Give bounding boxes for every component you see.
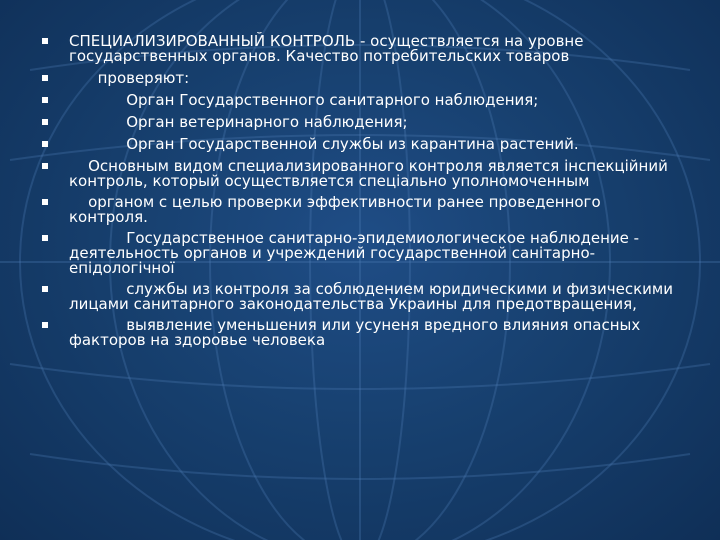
square-bullet-icon xyxy=(42,75,48,81)
square-bullet-icon xyxy=(42,38,48,44)
bullet-text: Орган Государственной службы из карантина растений. xyxy=(69,135,579,153)
bullet-text: СПЕЦИАЛИЗИРОВАННЫЙ КОНТРОЛЬ - осуществляется на уровне государственных органов. Качество потребительских товаров xyxy=(69,32,589,65)
square-bullet-icon xyxy=(42,322,48,328)
square-bullet-icon xyxy=(42,97,48,103)
bullet-list xyxy=(42,34,682,348)
list-item xyxy=(42,115,682,130)
bullet-text: Орган Государственного санитарного наблюдения; xyxy=(69,91,539,109)
list-item xyxy=(42,231,682,276)
bullet-text: Государственное санитарно-эпидемиологическое наблюдение - деятельность органов и учреждений государственной санітарно-епідологічної xyxy=(69,229,644,277)
list-item xyxy=(42,34,682,64)
bullet-text: Основным видом специализированного контроля является інспекційний контроль, который осуществляется спеціально уполномоченным xyxy=(69,157,673,190)
square-bullet-icon xyxy=(42,141,48,147)
bullet-text: Орган ветеринарного наблюдения; xyxy=(69,113,408,131)
square-bullet-icon xyxy=(42,286,48,292)
bullet-text: проверяют: xyxy=(69,69,190,87)
square-bullet-icon xyxy=(42,119,48,125)
list-item xyxy=(42,195,682,225)
square-bullet-icon xyxy=(42,235,48,241)
bullet-text: органом с целью проверки эффективности ранее проведенного контроля. xyxy=(69,193,606,226)
list-item xyxy=(42,159,682,189)
list-item xyxy=(42,137,682,152)
square-bullet-icon xyxy=(42,163,48,169)
list-item xyxy=(42,318,682,348)
list-item xyxy=(42,282,682,312)
bullet-text: выявление уменьшения или усуненя вредного влияния опасных факторов на здоровье человека xyxy=(69,316,646,349)
list-item xyxy=(42,71,682,86)
list-item xyxy=(42,93,682,108)
bullet-text: службы из контроля за соблюдением юридическими и физическими лицами санитарного законодательства Украины для предотвращения, xyxy=(69,280,678,313)
square-bullet-icon xyxy=(42,199,48,205)
